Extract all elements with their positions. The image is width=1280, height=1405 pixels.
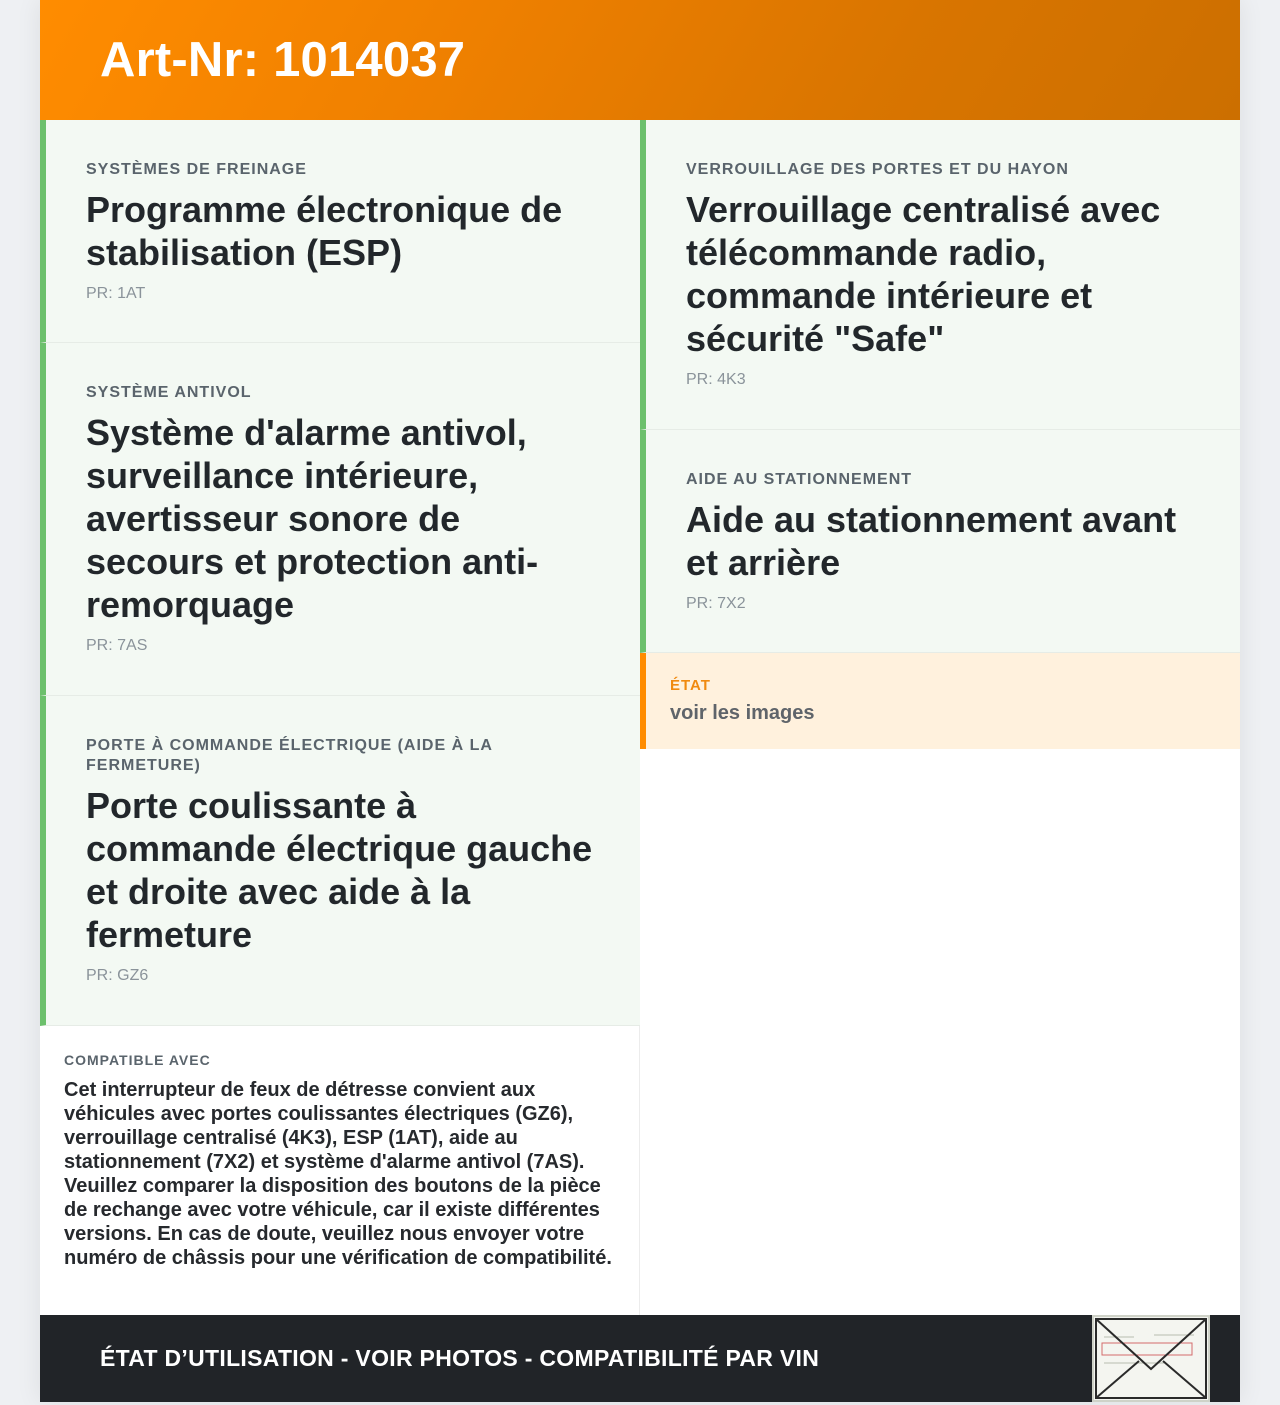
page [40,0,1240,1402]
feature-pr-code: PR: 7X2 [686,595,746,612]
empty-panel [640,749,1240,1315]
page-title: Art-Nr: 1014037 [100,33,466,87]
feature-card-parking-aid [640,430,1240,653]
feature-category: SYSTÈMES DE FREINAGE [86,161,307,178]
compatibility-text: Cet interrupteur de feux de détresse convient aux véhicules avec portes coulissantes électriques (GZ6), verrouillage centralisé (4K3), ESP (1AT), aide au stationnement (7X2) et système d'alarme antivol (7AS). Veuillez comparer la disposition des boutons de la pièce de rechange avec votre véhicule, car il existe différentes versions. En cas de doute, veuillez nous envoyer votre numéro de châssis pour une vérification de compatibilité. [64,1079,612,1269]
feature-card-central-locking [640,120,1240,430]
state-label: ÉTAT [670,677,711,694]
feature-pr-code: PR: GZ6 [86,967,149,984]
compatibility-label: COMPATIBLE AVEC [64,1052,211,1068]
feature-category: AIDE AU STATIONNEMENT [686,471,913,488]
envelope-icon [1094,1317,1208,1400]
feature-category: SYSTÈME ANTIVOL [86,384,252,401]
feature-pr-code: PR: 4K3 [686,371,746,388]
header [40,0,1240,120]
footer-banner [40,1315,1240,1402]
feature-title: Porte coulissante à commande électrique gauche et droite avec aide à la fermeture [86,785,593,955]
feature-card-sliding-door [40,696,640,1026]
state-value: voir les images [670,702,815,724]
vin-envelope-icon [1092,1315,1210,1402]
compatibility-section [40,1026,640,1315]
footer-text: ÉTAT D’UTILISATION - VOIR PHOTOS - COMPATIBILITÉ PAR VIN [100,1345,820,1371]
feature-category: PORTE À COMMANDE ÉLECTRIQUE (AIDE À LA FERMETURE) [86,737,493,774]
feature-title: Système d'alarme antivol, surveillance intérieure, avertisseur sonore de secours et protection anti-remorquage [86,412,539,625]
feature-card-brakes [40,120,640,343]
feature-card-antitheft [40,343,640,696]
feature-pr-code: PR: 1AT [86,285,146,302]
state-card [640,653,1240,749]
feature-category: VERROUILLAGE DES PORTES ET DU HAYON [686,161,1069,178]
feature-title: Programme électronique de stabilisation (ESP) [86,189,563,273]
feature-pr-code: PR: 7AS [86,637,148,654]
feature-title: Verrouillage centralisé avec télécommande radio, commande intérieure et sécurité "Safe" [686,189,1161,359]
feature-title: Aide au stationnement avant et arrière [686,499,1177,583]
